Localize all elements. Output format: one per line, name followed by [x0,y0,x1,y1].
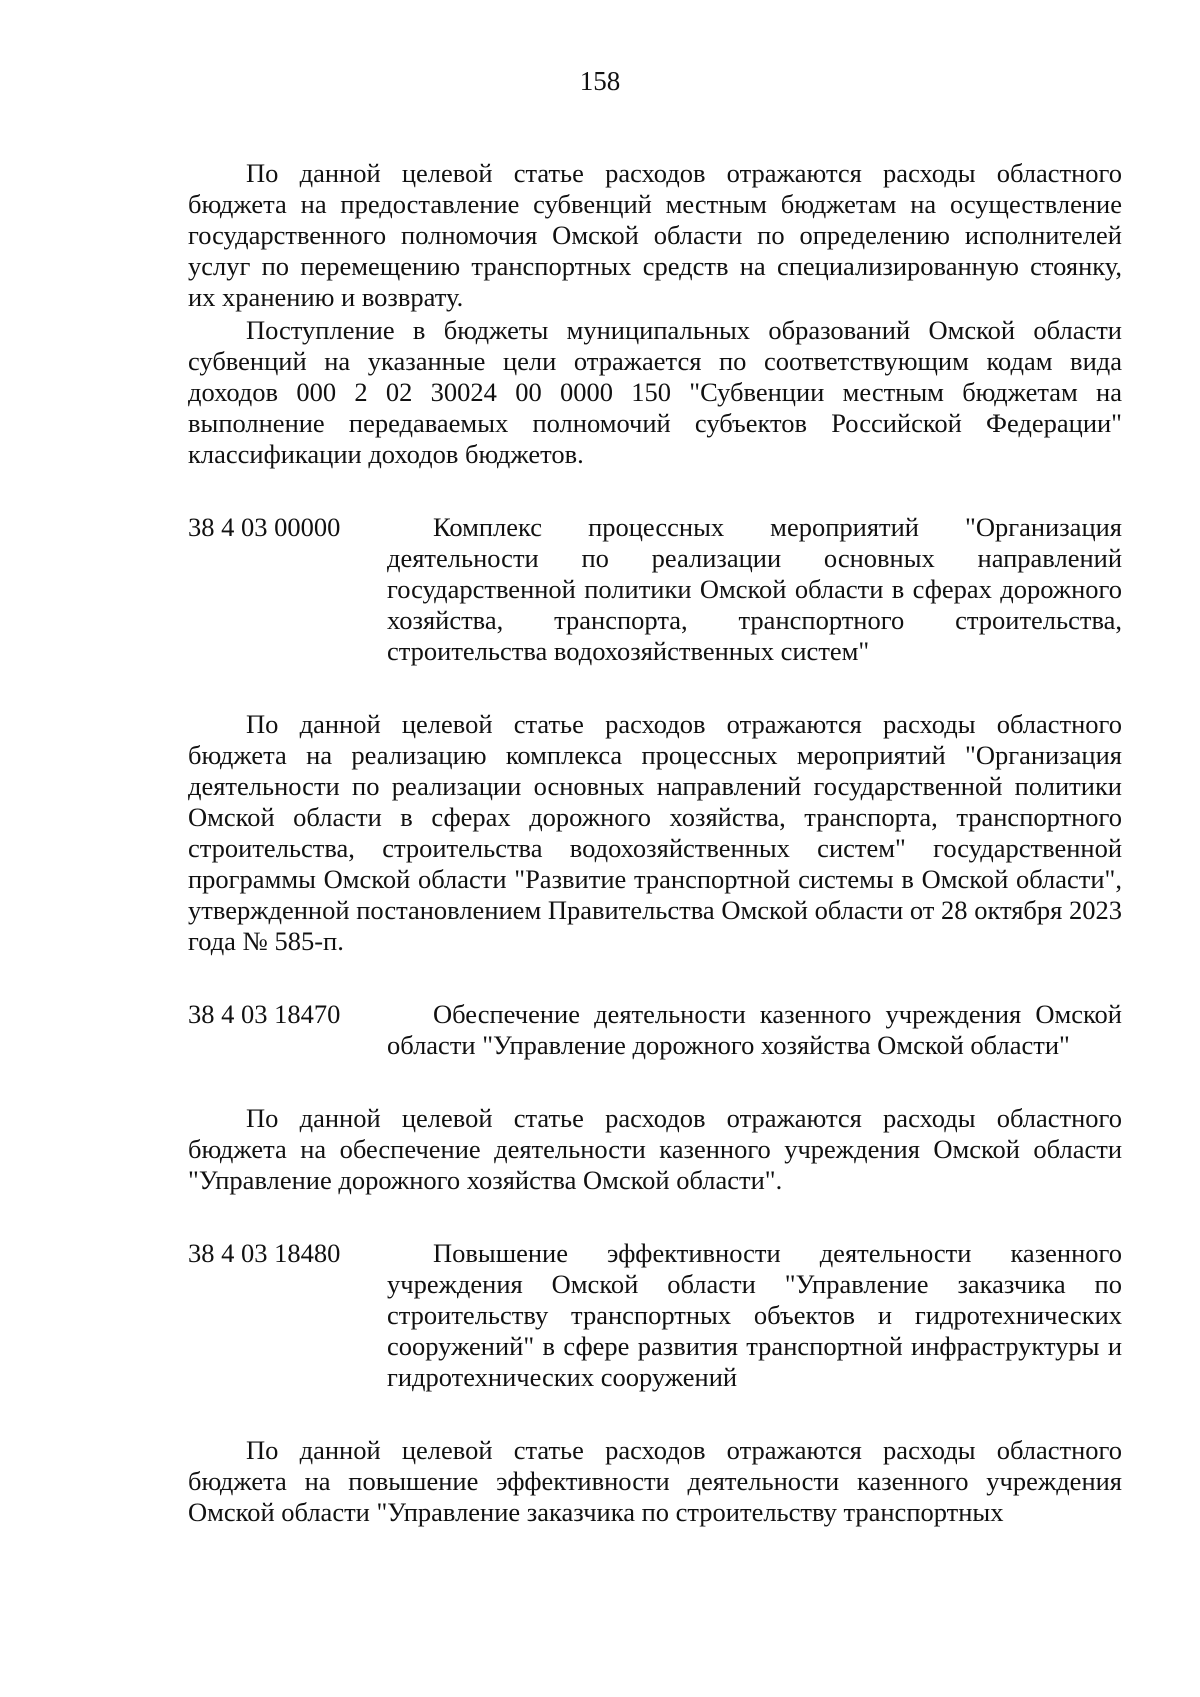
paragraph-road-administration: По данной целевой статье расходов отражаются расходы областного бюджета на обеспечение деятельности казенного учреждения Омской области "Управление дорожного хозяйства Омской области". [188,1103,1122,1195]
entry-code: 38 4 03 18470 [188,999,341,1029]
entry-title: Повышение эффективности деятельности казенного учреждения Омской области "Управление заказчика по строительству транспортных объектов и гидротехнических сооружений" в сфере развития транспортной инфраструктуры и гидротехнических сооружений [387,1238,1122,1392]
entry-title: Комплекс процессных мероприятий "Организация деятельности по реализации основных направлений государственной политики Омской области в сферах дорожного хозяйства, транспорта, транспортного строительства, строительства водохозяйственных систем" [387,512,1122,666]
entry-code: 38 4 03 18480 [188,1238,341,1268]
budget-entry-38-4-03-18470 [188,999,1122,1061]
entry-title: Обеспечение деятельности казенного учреждения Омской области "Управление дорожного хозяйства Омской области" [387,999,1122,1060]
page-number: 158 [579,66,621,96]
budget-entry-38-4-03-18480 [188,1238,1122,1393]
entry-code: 38 4 03 00000 [188,512,341,542]
document-body [188,158,1122,1528]
paragraph-subvention-purpose: По данной целевой статье расходов отражаются расходы областного бюджета на предоставление субвенций местным бюджетам на осуществление государственного полномочия Омской области по определению исполнителей услуг по перемещению транспортных средств на специализированную стоянку, их хранению и возврату. [188,158,1122,312]
paragraph-complex-description: По данной целевой статье расходов отражаются расходы областного бюджета на реализацию комплекса процессных мероприятий "Организация деятельности по реализации основных направлений государственной политики Омской области в сферах дорожного хозяйства, транспорта, транспортного строительства, строительства водохозяйственных систем" государственной программы Омской области "Развитие транспортной системы в Омской области", утвержденной постановлением Правительства Омской области от 28 октября 2023 года № 585-п. [188,709,1122,956]
budget-entry-38-4-03-00000 [188,512,1122,667]
paragraph-subvention-receipt: Поступление в бюджеты муниципальных образований Омской области субвенций на указанные цели отражается по соответствующим кодам вида доходов 000 2 02 30024 00 0000 150 "Субвенции местным бюджетам на выполнение передаваемых полномочий субъектов Российской Федерации" классификации доходов бюджетов. [188,315,1122,469]
paragraph-customer-administration: По данной целевой статье расходов отражаются расходы областного бюджета на повышение эффективности деятельности казенного учреждения Омской области "Управление заказчика по строительству транспортных [188,1435,1122,1527]
